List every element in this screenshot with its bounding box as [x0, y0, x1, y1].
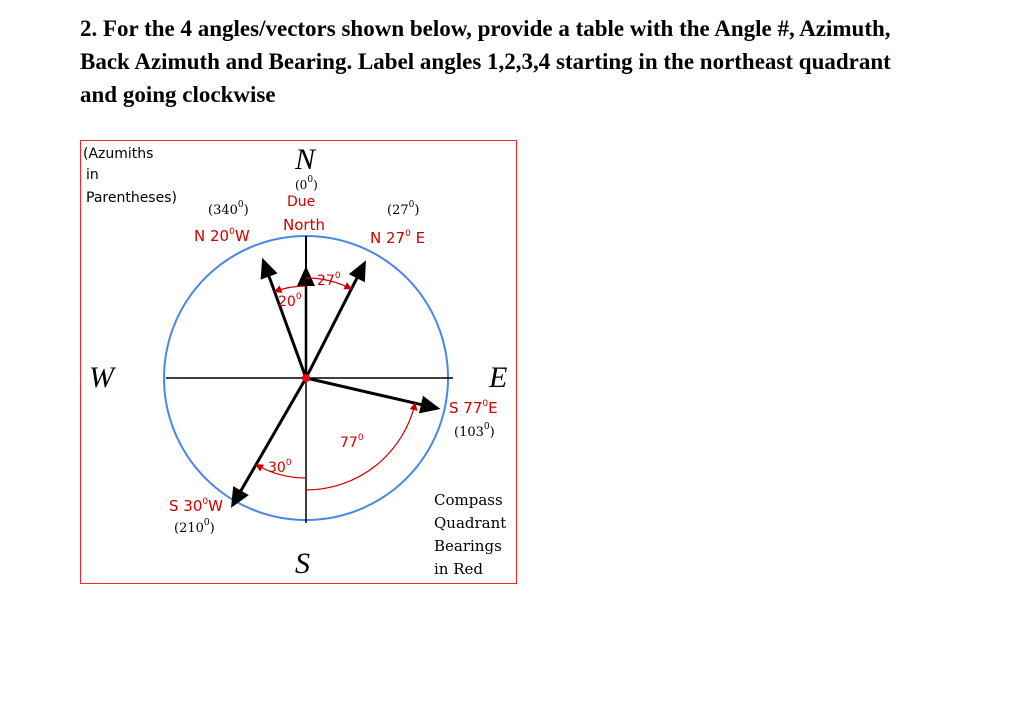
vector-se-line	[306, 378, 425, 405]
north-azimuth: $(0^0)$	[295, 175, 318, 192]
vector-nw-head	[261, 258, 278, 280]
nw-bearing: N $20^0W$	[194, 227, 250, 245]
vector-se-head	[419, 396, 441, 414]
ne-azimuth: $(27^0)$	[387, 200, 420, 218]
compass-diagram	[80, 140, 517, 584]
legend-paren-3: Parentheses)	[86, 190, 177, 206]
vector-ne-line	[306, 271, 359, 378]
question-text	[80, 12, 980, 111]
nw-azimuth: $(340^0)$	[208, 200, 249, 218]
sw-bearing: S $30^0W$	[169, 497, 223, 515]
question-line-3: and going clockwise	[80, 82, 276, 107]
cardinal-west: W	[89, 361, 114, 394]
se-azimuth: $(103^0)$	[454, 422, 495, 440]
se-bearing: S $77^0E$	[449, 399, 498, 417]
question-line-2: Back Azimuth and Bearing. Label angles 1,2,3,4 starting in the northeast quadrant	[80, 49, 891, 74]
legend-compass-4: in Red	[434, 560, 483, 578]
ne-angle-label: $27^0$	[317, 271, 341, 289]
question-line-1: 2. For the 4 angles/vectors shown below, provide a table with the Angle #, Azimuth,	[80, 16, 891, 41]
center-point	[302, 374, 310, 382]
se-angle-label: $77^0$	[340, 433, 364, 451]
vectors-group	[231, 258, 440, 508]
sw-angle-label: $30^0$	[268, 458, 292, 476]
legend-compass-1: Compass	[434, 491, 503, 509]
legend-paren-2: in	[86, 167, 99, 183]
sw-azimuth: $(210^0)$	[174, 518, 215, 536]
north-arrow-head	[297, 266, 315, 286]
north-due: Due	[287, 194, 316, 210]
north-north: North	[283, 216, 325, 234]
vector-sw-line	[239, 378, 306, 494]
ne-bearing: N $27^0$ E	[370, 229, 426, 247]
arc-nw	[275, 286, 306, 292]
cardinal-east: E	[489, 361, 508, 394]
nw-angle-label: $20^0$	[278, 292, 302, 310]
legend-compass-2: Quadrant	[434, 514, 507, 532]
cardinal-south: S	[295, 547, 310, 580]
legend-compass-3: Bearings	[434, 537, 502, 555]
legend-paren-1: (Azumiths	[83, 146, 154, 162]
cardinal-north: N	[295, 143, 316, 176]
